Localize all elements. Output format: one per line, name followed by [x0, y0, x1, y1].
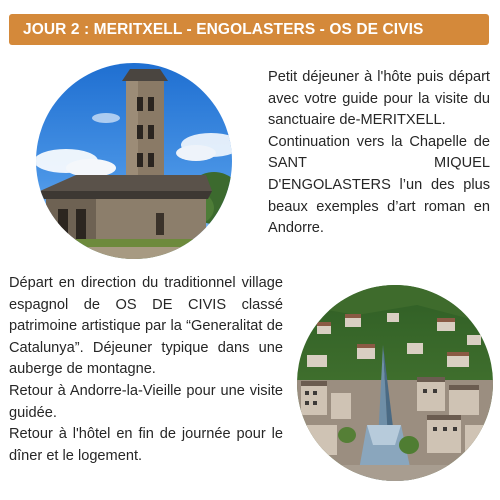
- paragraph-andorre-la-vieille: Retour à Andorre-la-Vieille pour une visite guidée.: [9, 382, 283, 421]
- paragraph-engolasters: Continuation vers la Chapelle de SANT MIQUEL D'ENGOLASTERS l’un des plus beaux exemples d’art roman en Andorre.: [268, 133, 490, 237]
- day-title-banner: [9, 14, 489, 45]
- church-photo: [36, 63, 232, 259]
- paragraph-meritxell: Petit déjeuner à l'hôte puis départ avec votre guide pour la visite du sanctuaire de-MERITXELL.: [268, 69, 490, 129]
- town-photo: [297, 285, 493, 481]
- paragraph-return-hotel: Retour à l'hôtel en fin de journée pour le dîner et le logement.: [9, 426, 283, 464]
- paragraph-os-de-civis: Départ en direction du traditionnel village espagnol de OS DE CIVIS classé patrimoine artistique par la “Generalitat de Catalunya”. Déjeuner typique dans une auberge de montagne.: [9, 275, 283, 378]
- afternoon-itinerary-text: [9, 273, 283, 467]
- morning-itinerary-text: [268, 67, 490, 240]
- day-title: JOUR 2 : MERITXELL - ENGOLASTERS - OS DE CIVIS: [23, 20, 424, 38]
